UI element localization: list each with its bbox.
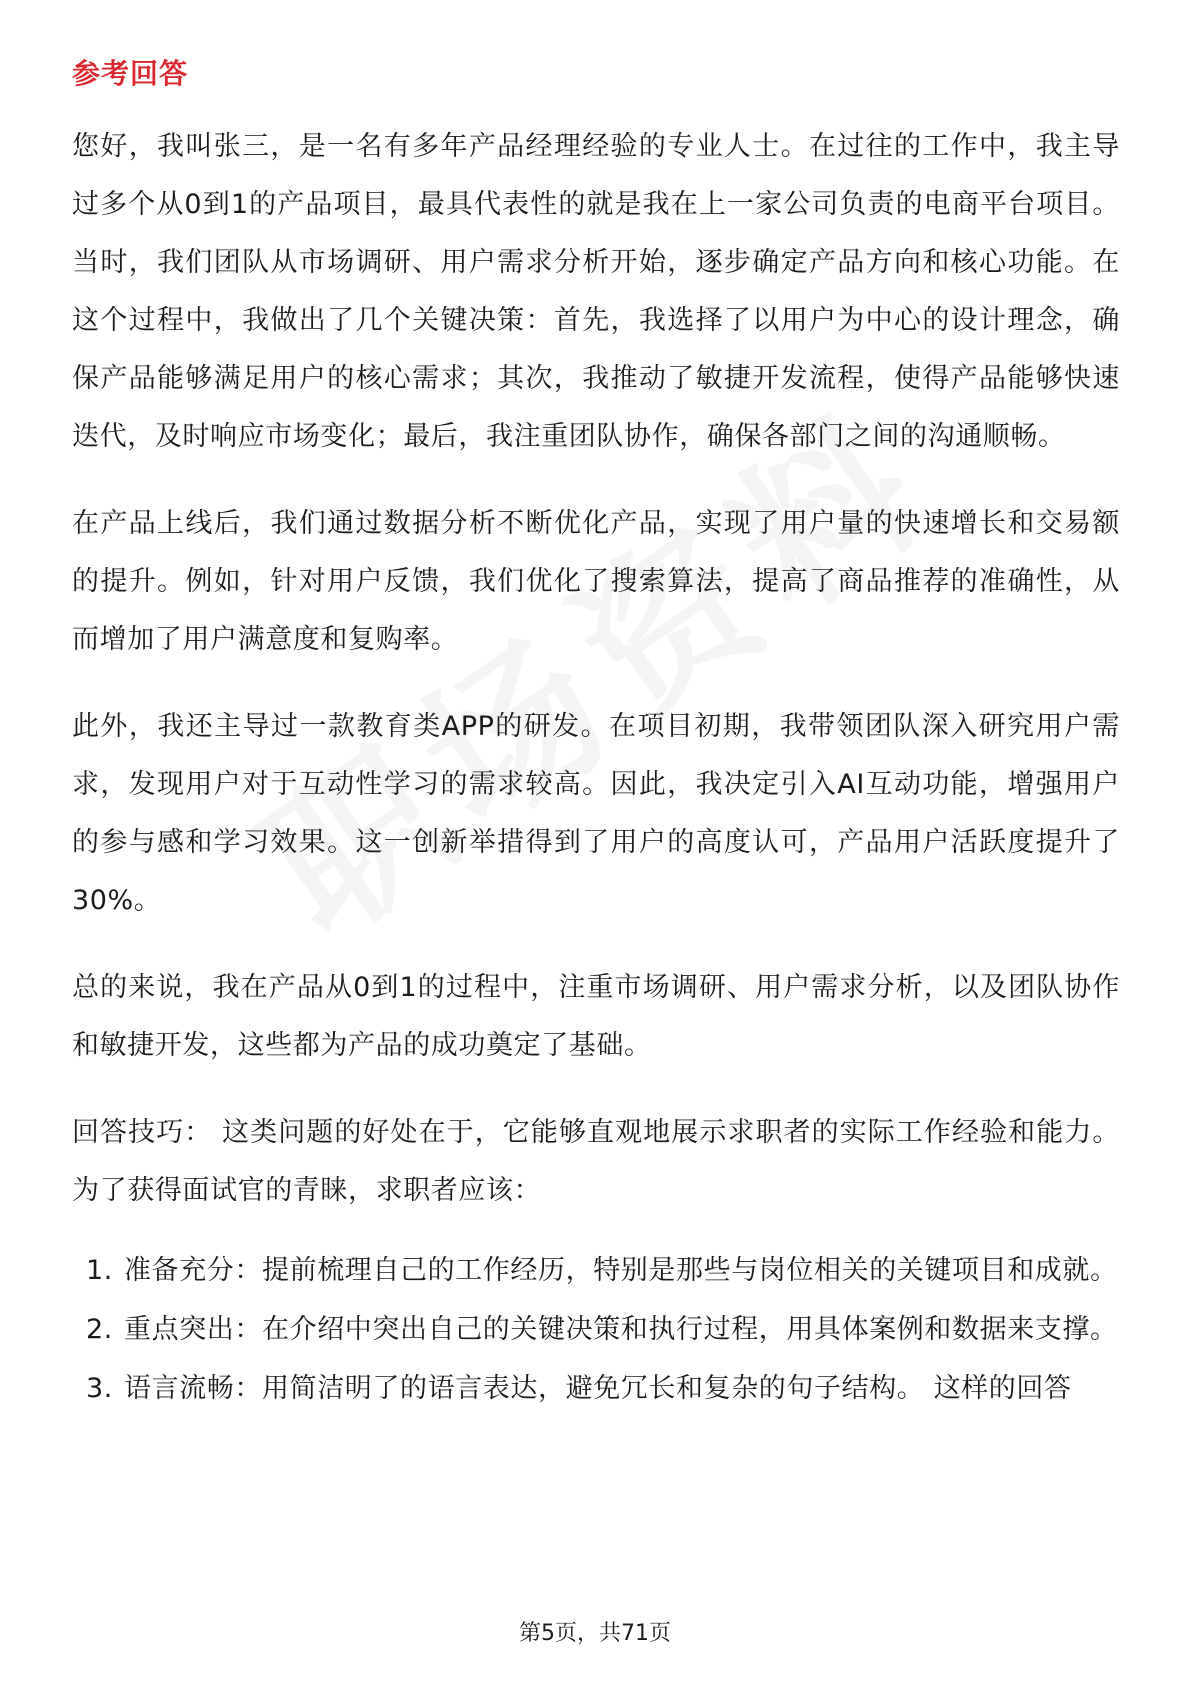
section-heading: 参考回答 [72,57,189,90]
list-item-text: 准备充分：提前梳理自己的工作经历，特别是那些与岗位相关的关键项目和成就。 [124,1255,1118,1286]
tips-list [72,1242,1120,1417]
tips-paragraph: 回答技巧： 这类问题的好处在于，它能够直观地展示求职者的实际工作经验和能力。为了获得面试官的青睐，求职者应该： [72,1117,1120,1206]
page-number: 第5页，共71页 [519,1621,671,1646]
answer-body [72,118,1120,1417]
list-item [72,1242,1120,1299]
list-item [72,1301,1120,1358]
list-item-text: 重点突出：在介绍中突出自己的关键决策和执行过程，用具体案例和数据来支撑。 [124,1314,1118,1345]
paragraph: 在产品上线后，我们通过数据分析不断优化产品，实现了用户量的快速增长和交易额的提升。例如，针对用户反馈，我们优化了搜索算法，提高了商品推荐的准确性，从而增加了用户满意度和复购率。 [72,508,1120,655]
paragraph: 总的来说，我在产品从0到1的过程中，注重市场调研、用户需求分析，以及团队协作和敏捷开发，这些都为产品的成功奠定了基础。 [72,972,1120,1061]
list-item [72,1360,1120,1417]
list-item-number: 1. [86,1255,113,1286]
list-item-number: 3. [86,1373,113,1404]
list-item-number: 2. [86,1314,113,1345]
paragraph: 您好，我叫张三，是一名有多年产品经理经验的专业人士。在过往的工作中，我主导过多个从0到1的产品项目，最具代表性的就是我在上一家公司负责的电商平台项目。当时，我们团队从市场调研、用户需求分析开始，逐步确定产品方向和核心功能。在这个过程中，我做出了几个关键决策：首先，我选择了以用户为中心的设计理念，确保产品能够满足用户的核心需求；其次，我推动了敏捷开发流程，使得产品能够快速迭代，及时响应市场变化；最后，我注重团队协作，确保各部门之间的沟通顺畅。 [72,131,1120,452]
list-item-text: 语言流畅：用简洁明了的语言表达，避免冗长和复杂的句子结构。 这样的回答 [124,1373,1072,1404]
paragraph: 此外，我还主导过一款教育类APP的研发。在项目初期，我带领团队深入研究用户需求，发现用户对于互动性学习的需求较高。因此，我决定引入AI互动功能，增强用户的参与感和学习效果。这一创新举措得到了用户的高度认可，产品用户活跃度提升了30%。 [72,711,1120,916]
